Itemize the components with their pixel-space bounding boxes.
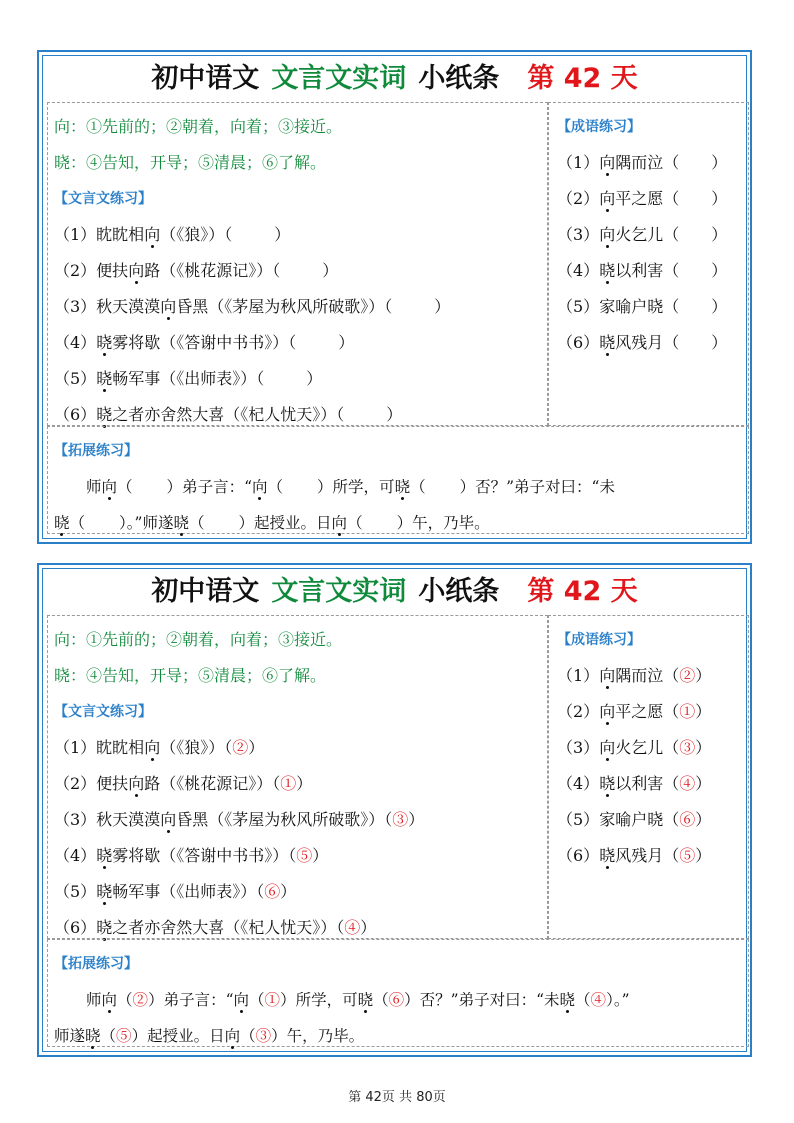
title-part3: 小纸条 [418, 576, 500, 607]
wenyan-item: （4）晓雾将歇（《答谢中书书》）（ ） [54, 333, 355, 352]
card-title [39, 58, 750, 100]
answer: ③ [679, 738, 696, 757]
chengyu-item: （4）晓以利害（④） [557, 774, 712, 793]
title-day: 第 42 天 [527, 576, 638, 607]
answer: ④ [679, 774, 696, 793]
wenyan-item: （5）晓畅军事（《出师表》）（ ） [54, 369, 323, 388]
section-extend: 【拓展练习】 [54, 443, 138, 459]
chengyu-item: （2）向平之愿（①） [557, 702, 712, 721]
card-title [39, 571, 750, 613]
answer: ① [280, 774, 297, 793]
chengyu-item: （6）晓风残月（⑤） [557, 846, 712, 865]
answer: ⑥ [264, 882, 281, 901]
chengyu-item: （5）家喻户晓（⑥） [557, 810, 712, 829]
extend-panel [47, 426, 749, 534]
chengyu-item: （3）向火乞儿（ ） [557, 225, 728, 244]
wenyan-item: （6）晓之者亦舍然大喜（《杞人忧天》）（④） [54, 918, 377, 937]
wenyan-item: （6）晓之者亦舍然大喜（《杞人忧天》）（ ） [54, 405, 403, 424]
extend-line-1: 师向（ ）弟子言：“向（ ）所学，可晓（ ）否？”弟子对曰：“未 [86, 478, 615, 496]
page-number: 第 42页 共 80页 [348, 1090, 446, 1105]
extend-line-2: 晓（ ）。”师遂晓（ ）起授业。日向（ ）午，乃毕。 [54, 514, 490, 532]
chengyu-item: （2）向平之愿（ ） [557, 189, 728, 208]
chengyu-item: （4）晓以利害（ ） [557, 261, 728, 280]
chengyu-item: （1）向隅而泣（ ） [557, 153, 728, 172]
chengyu-panel [548, 615, 749, 939]
wenyan-item: （2）便扶向路（《桃花源记》）（①） [54, 774, 313, 793]
section-wenyan: 【文言文练习】 [54, 704, 152, 720]
chengyu-item: （6）晓风残月（ ） [557, 333, 728, 352]
section-wenyan: 【文言文练习】 [54, 191, 152, 207]
answer: ③ [392, 810, 409, 829]
title-day: 第 42 天 [527, 63, 638, 94]
answer: ④ [344, 918, 361, 937]
answer: ⑤ [296, 846, 313, 865]
answer: ⑥ [679, 810, 696, 829]
practice-card-blank [37, 50, 752, 544]
practice-card-answers [37, 563, 752, 1057]
extend-panel [47, 939, 749, 1047]
wenyan-item: （4）晓雾将歇（《答谢中书书》）（⑤） [54, 846, 329, 865]
wenyan-panel [47, 615, 548, 939]
section-extend: 【拓展练习】 [54, 956, 138, 972]
answer: ⑤ [679, 846, 696, 865]
title-part2: 文言文实词 [271, 63, 407, 94]
title-part1: 初中语文 [151, 63, 260, 94]
title-part1: 初中语文 [151, 576, 260, 607]
section-chengyu: 【成语练习】 [557, 632, 641, 648]
chengyu-panel [548, 102, 749, 426]
answer: ② [232, 738, 249, 757]
title-part2: 文言文实词 [271, 576, 407, 607]
chengyu-item: （1）向隅而泣（②） [557, 666, 712, 685]
wenyan-panel [47, 102, 548, 426]
meaning-xiang: 向：①先前的；②朝着，向着；③接近。 [54, 117, 343, 136]
section-chengyu: 【成语练习】 [557, 119, 641, 135]
meaning-xiao: 晓：④告知，开导；⑤清晨；⑥了解。 [54, 153, 327, 172]
chengyu-item: （3）向火乞儿（③） [557, 738, 712, 757]
answer: ② [679, 666, 696, 685]
wenyan-item: （1）眈眈相向（《狼》）（ ） [54, 225, 291, 244]
meaning-xiang: 向：①先前的；②朝着，向着；③接近。 [54, 630, 343, 649]
wenyan-item: （5）晓畅军事（《出师表》）（⑥） [54, 882, 297, 901]
extend-line-2: 师遂晓（⑤）起授业。日向（③）午，乃毕。 [54, 1027, 365, 1045]
wenyan-item: （2）便扶向路（《桃花源记》）（ ） [54, 261, 339, 280]
wenyan-item: （1）眈眈相向（《狼》）（②） [54, 738, 265, 757]
wenyan-item: （3）秋天漠漠向昏黑（《茅屋为秋风所破歌》）（ ） [54, 297, 451, 316]
chengyu-item: （5）家喻户晓（ ） [557, 297, 728, 316]
meaning-xiao: 晓：④告知，开导；⑤清晨；⑥了解。 [54, 666, 327, 685]
wenyan-item: （3）秋天漠漠向昏黑（《茅屋为秋风所破歌》）（③） [54, 810, 425, 829]
extend-line-1: 师向（②）弟子言：“向（①）所学，可晓（⑥）否？”弟子对曰：“未晓（④）。” [86, 991, 630, 1009]
title-part3: 小纸条 [418, 63, 500, 94]
answer: ① [679, 702, 696, 721]
